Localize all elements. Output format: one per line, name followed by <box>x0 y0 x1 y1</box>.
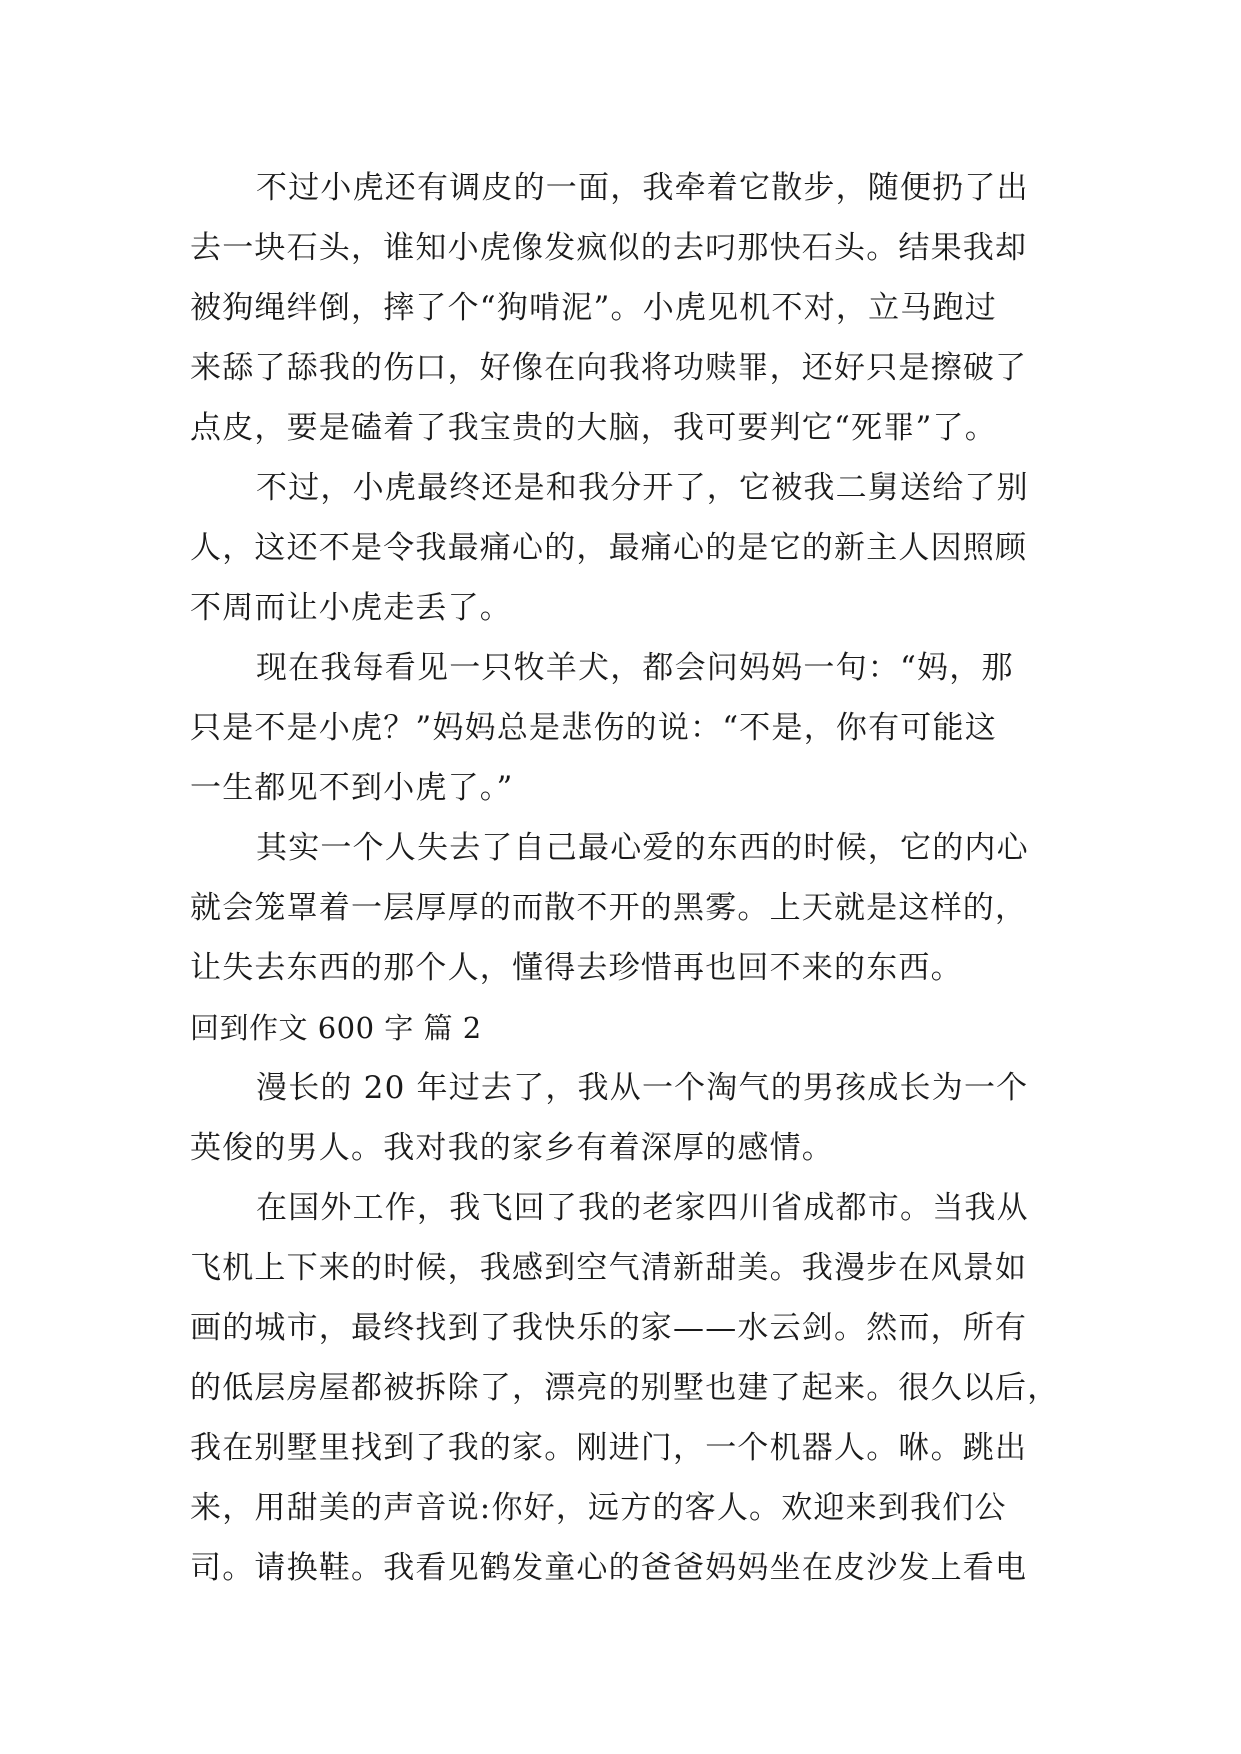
paragraph-line: 让失去东西的那个人，懂得去珍惜再也回不来的东西。 <box>190 950 963 986</box>
paragraph-line: 不过，小虎最终还是和我分开了，它被我二舅送给了别 <box>256 470 1029 506</box>
paragraph-line: 去一块石头，谁知小虎像发疯似的去叼那快石头。结果我却 <box>190 230 1028 266</box>
document-body <box>190 158 1060 1598</box>
paragraph-line: 现在我每看见一只牧羊犬，都会问妈妈一句：“妈，那 <box>256 650 1014 686</box>
paragraph-line: 不过小虎还有调皮的一面，我牵着它散步，随便扔了出 <box>256 170 1029 206</box>
paragraph-line: 的低层房屋都被拆除了，漂亮的别墅也建了起来。很久以后， <box>190 1370 1060 1406</box>
paragraph-line: 在国外工作，我飞回了我的老家四川省成都市。当我从 <box>256 1190 1029 1226</box>
paragraph-line: 只是不是小虎？”妈妈总是悲伤的说：“不是，你有可能这 <box>190 710 997 746</box>
paragraph-line: 点皮，要是磕着了我宝贵的大脑，我可要判它“死罪”了。 <box>190 410 997 446</box>
paragraph-line: 我在别墅里找到了我的家。刚进门，一个机器人。咻。跳出 <box>190 1430 1028 1466</box>
paragraph-line: 被狗绳绊倒，摔了个“狗啃泥”。小虎见机不对，立马跑过 <box>190 290 997 326</box>
paragraph-line: 司。请换鞋。我看见鹤发童心的爸爸妈妈坐在皮沙发上看电 <box>190 1550 1028 1586</box>
paragraph-line: 来舔了舔我的伤口，好像在向我将功赎罪，还好只是擦破了 <box>190 350 1028 386</box>
paragraph-line: 英俊的男人。我对我的家乡有着深厚的感情。 <box>190 1130 834 1166</box>
paragraph-line: 一生都见不到小虎了。” <box>190 770 514 806</box>
paragraph-line: 漫长的 20 年过去了，我从一个淘气的男孩成长为一个 <box>256 1070 1029 1106</box>
paragraph-line: 画的城市，最终找到了我快乐的家——水云剑。然而，所有 <box>190 1310 1028 1346</box>
section-heading: 回到作文 600 字 篇 2 <box>190 1011 482 1045</box>
paragraph-line: 飞机上下来的时候，我感到空气清新甜美。我漫步在风景如 <box>190 1250 1028 1286</box>
paragraph-line: 来，用甜美的声音说:你好，远方的客人。欢迎来到我们公 <box>190 1490 1007 1526</box>
paragraph-line: 其实一个人失去了自己最心爱的东西的时候，它的内心 <box>256 830 1029 866</box>
paragraph-line: 就会笼罩着一层厚厚的而散不开的黑雾。上天就是这样的， <box>190 890 1028 926</box>
paragraph-line: 人，这还不是令我最痛心的，最痛心的是它的新主人因照顾 <box>190 530 1028 566</box>
paragraph-line: 不周而让小虎走丢了。 <box>190 590 512 626</box>
